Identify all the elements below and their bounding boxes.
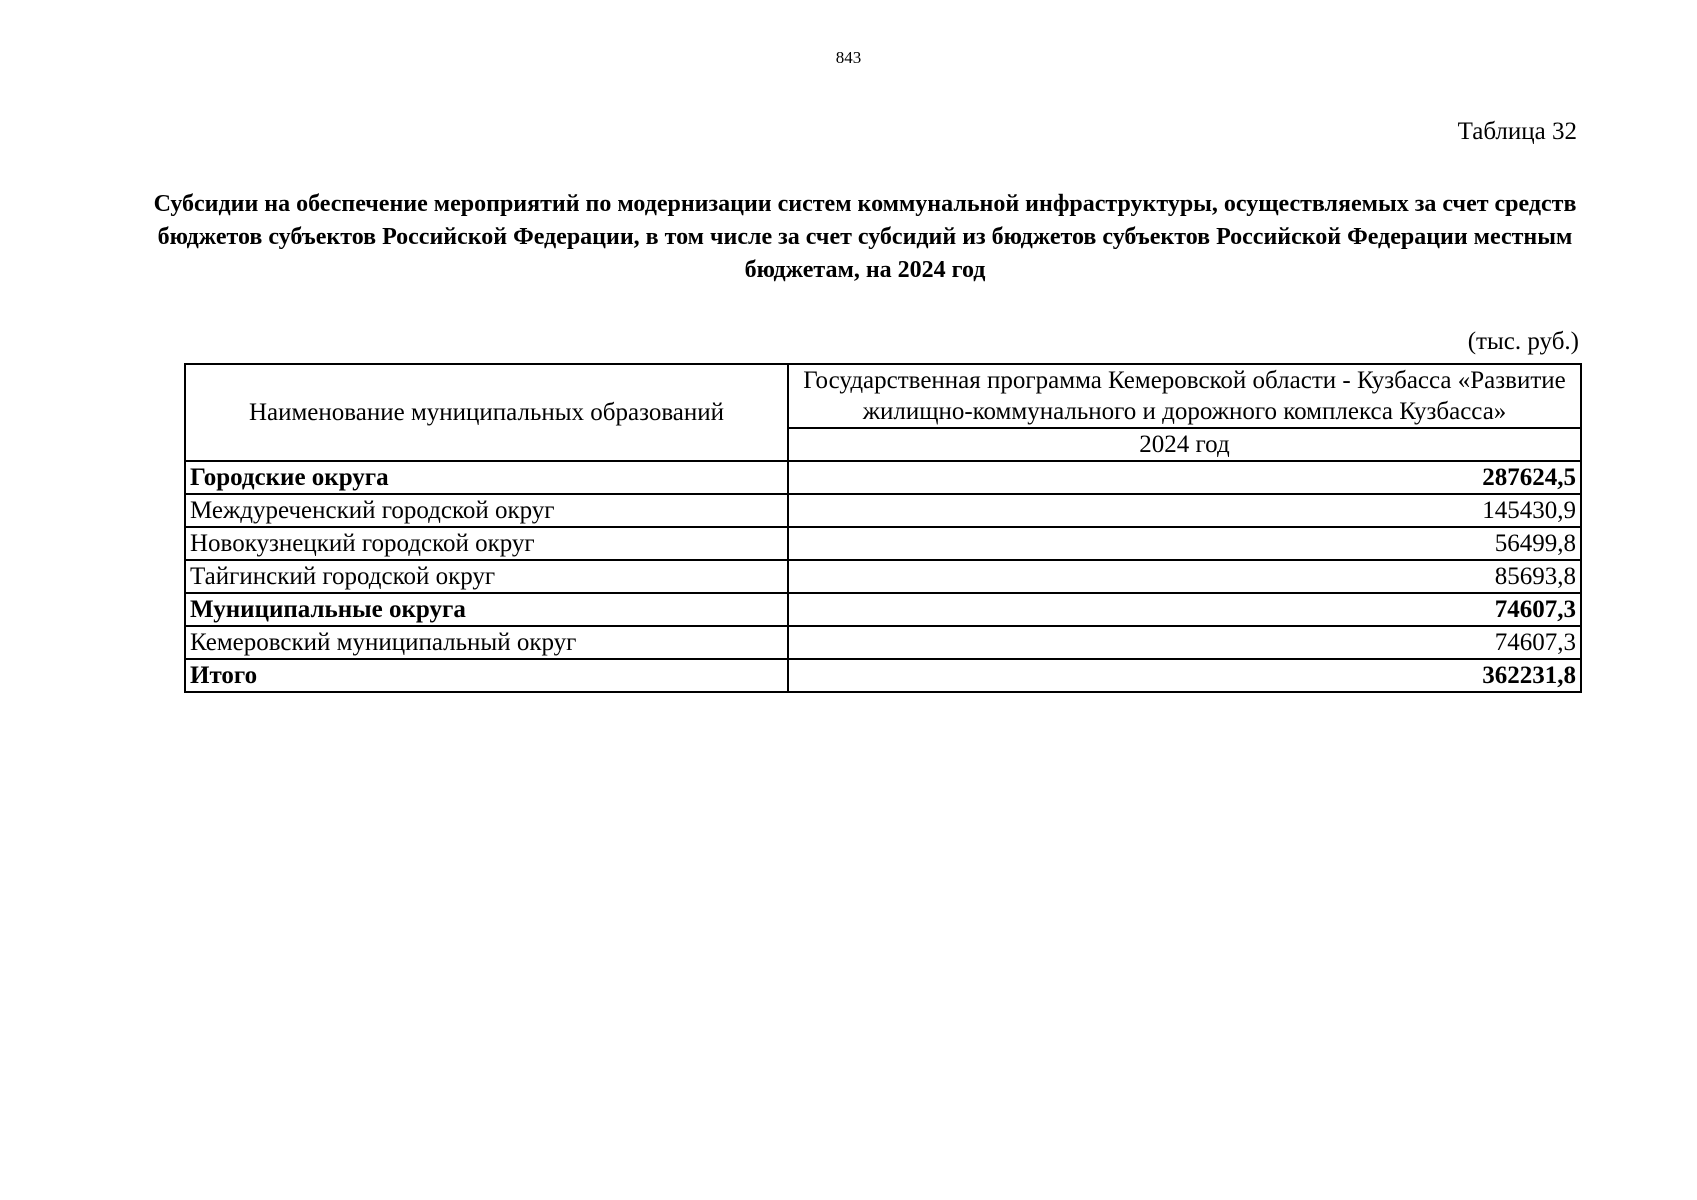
page-number: 843 [835,48,862,67]
row-value: 362231,8 [788,659,1581,692]
document-title: Субсидии на обеспечение мероприятий по модернизации систем коммунальной инфраструктуры, осуществляемых за счет средств бюджетов субъектов Российской Федерации, в том числе за счет субсидий из бюджетов субъектов Российской Федерации местным бюджетам, на 2024 год [153,191,1577,283]
row-value: 74607,3 [788,626,1581,659]
header-year: 2024 год [788,428,1581,461]
row-value: 145430,9 [788,494,1581,527]
row-value: 287624,5 [788,461,1581,494]
row-name: Междуреченский городской округ [185,494,788,527]
row-name: Городские округа [185,461,788,494]
row-name: Итого [185,659,788,692]
table-row [185,527,1581,560]
row-name: Новокузнецкий городской округ [185,527,788,560]
table-header-row [185,364,1581,428]
table-row [185,461,1581,494]
row-name: Муниципальные округа [185,593,788,626]
row-name: Кемеровский муниципальный округ [185,626,788,659]
header-program-column: Государственная программа Кемеровской области - Кузбасса «Развитие жилищно-коммунального и дорожного комплекса Кузбасса» [788,364,1581,428]
row-value: 85693,8 [788,560,1581,593]
header-name-column: Наименование муниципальных образований [185,364,788,461]
table-row [185,593,1581,626]
row-value: 56499,8 [788,527,1581,560]
row-name: Тайгинский городской округ [185,560,788,593]
row-value: 74607,3 [788,593,1581,626]
table-row [185,560,1581,593]
units-label: (тыс. руб.) [1467,328,1579,355]
table-row [185,494,1581,527]
table-label: Таблица 32 [1457,118,1577,145]
subsidy-table [184,363,1582,693]
table-row-total [185,659,1581,692]
table-row [185,626,1581,659]
